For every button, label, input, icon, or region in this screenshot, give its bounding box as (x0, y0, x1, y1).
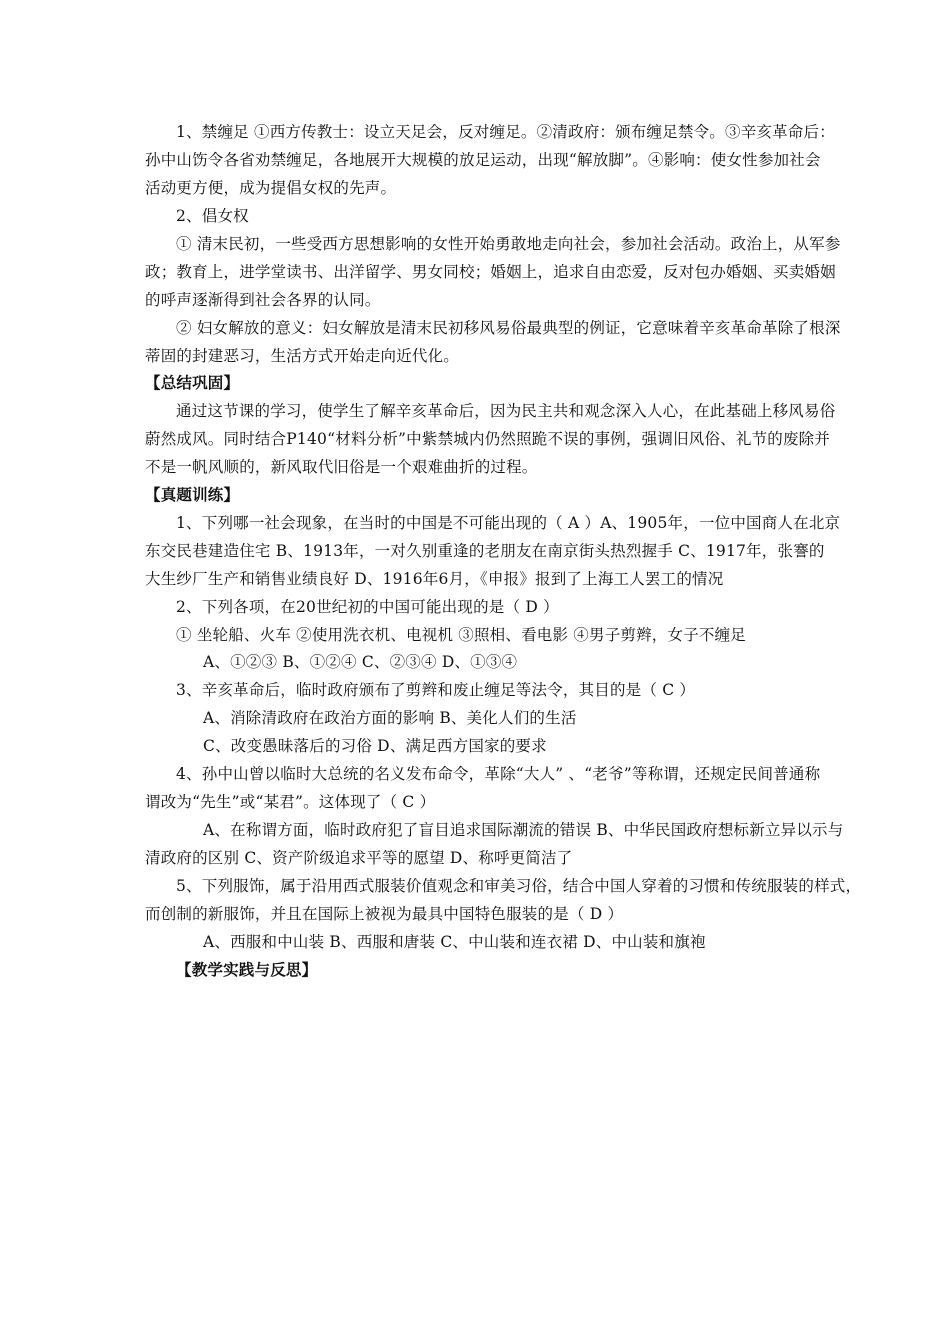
text-line: 蒂固的封建恶习，生活方式开始走向近代化。 (145, 347, 460, 365)
question-line: 2、下列各项，在20世纪初的中国可能出现的是（ D ） (176, 598, 559, 616)
text-line: 孙中山饬令各省劝禁缠足，各地展开大规模的放足运动，出现“解放脚”。④影响：使女性参加社会 (145, 151, 821, 169)
reflection-heading: 【教学实践与反思】 (176, 960, 318, 979)
question-line: 5、下列服饰，属于沿用西式服装价值观念和审美习俗，结合中国人穿着的习惯和传统服装的样式， (176, 877, 862, 895)
text-line: ② 妇女解放的意义：妇女解放是清末民初移风易俗最典型的例证，它意味着辛亥革命革除了根深 (176, 319, 841, 337)
question-line: 谓改为“先生”或“某君”。这体现了（ C ） (145, 793, 436, 811)
practice-heading: 【真题训练】 (145, 485, 240, 504)
question-line: ① 坐轮船、火车 ②使用洗衣机、电视机 ③照相、看电影 ④男子剪辫，女子不缠足 (176, 626, 747, 644)
text-line: 活动更方便，成为提倡女权的先声。 (145, 179, 397, 197)
answer-options: A、西服和中山装 B、西服和唐装 C、中山装和连衣裙 D、中山装和旗袍 (203, 933, 706, 951)
question-line: 1、下列哪一社会现象，在当时的中国是不可能出现的（ A ）A、1905年，一位中国商人在北京 (176, 514, 841, 532)
summary-heading: 【总结巩固】 (145, 373, 240, 392)
text-line: 的呼声逐渐得到社会各界的认同。 (145, 291, 381, 309)
question-line: 东交民巷建造住宅 B、1913年，一对久别重逢的老朋友在南京街头热烈握手 C、1917年，张謇的 (145, 542, 825, 560)
question-line: 大生纱厂生产和销售业绩良好 D、1916年6月，《申报》报到了上海工人罢工的情况 (145, 570, 724, 588)
question-line: 而创制的新服饰，并且在国际上被视为最具中国特色服装的是（ D ） (145, 905, 624, 923)
text-line: 政；教育上，进学堂读书、出洋留学、男女同校；婚姻上，追求自由恋爱，反对包办婚姻、买卖婚姻 (145, 263, 836, 281)
text-line: 1、禁缠足 ①西方传教士：设立天足会，反对缠足。②清政府：颁布缠足禁令。③辛亥革命后： (176, 123, 835, 141)
answer-options: C、改变愚昧落后的习俗 D、满足西方国家的要求 (203, 737, 547, 755)
text-line: ① 清末民初，一些受西方思想影响的女性开始勇敢地走向社会，参加社会活动。政治上，从军参 (176, 235, 841, 253)
answer-options: A、①②③ B、①②④ C、②③④ D、①③④ (203, 653, 518, 671)
answer-options: A、在称谓方面，临时政府犯了盲目追求国际潮流的错误 B、中华民国政府想标新立异以示与 (203, 821, 844, 839)
answer-options: A、消除清政府在政治方面的影响 B、美化人们的生活 (203, 709, 577, 727)
answer-options: 清政府的区别 C、资产阶级追求平等的愿望 D、称呼更简洁了 (145, 849, 573, 867)
question-line: 4、孙中山曾以临时大总统的名义发布命令，革除“大人” 、“老爷”等称谓，还规定民间普通称 (176, 765, 821, 783)
section-title: 2、倡女权 (176, 207, 249, 225)
text-line: 不是一帆风顺的，新风取代旧俗是一个艰难曲折的过程。 (145, 458, 538, 476)
text-line: 蔚然成风。同时结合P140“材料分析”中紫禁城内仍然照跪不误的事例，强调旧风俗、礼节的废除并 (145, 430, 831, 448)
text-line: 通过这节课的学习，使学生了解辛亥革命后，因为民主共和观念深入人心，在此基础上移风易俗 (176, 402, 836, 420)
question-line: 3、辛亥革命后，临时政府颁布了剪辫和废止缠足等法令，其目的是（ C ） (176, 681, 696, 699)
